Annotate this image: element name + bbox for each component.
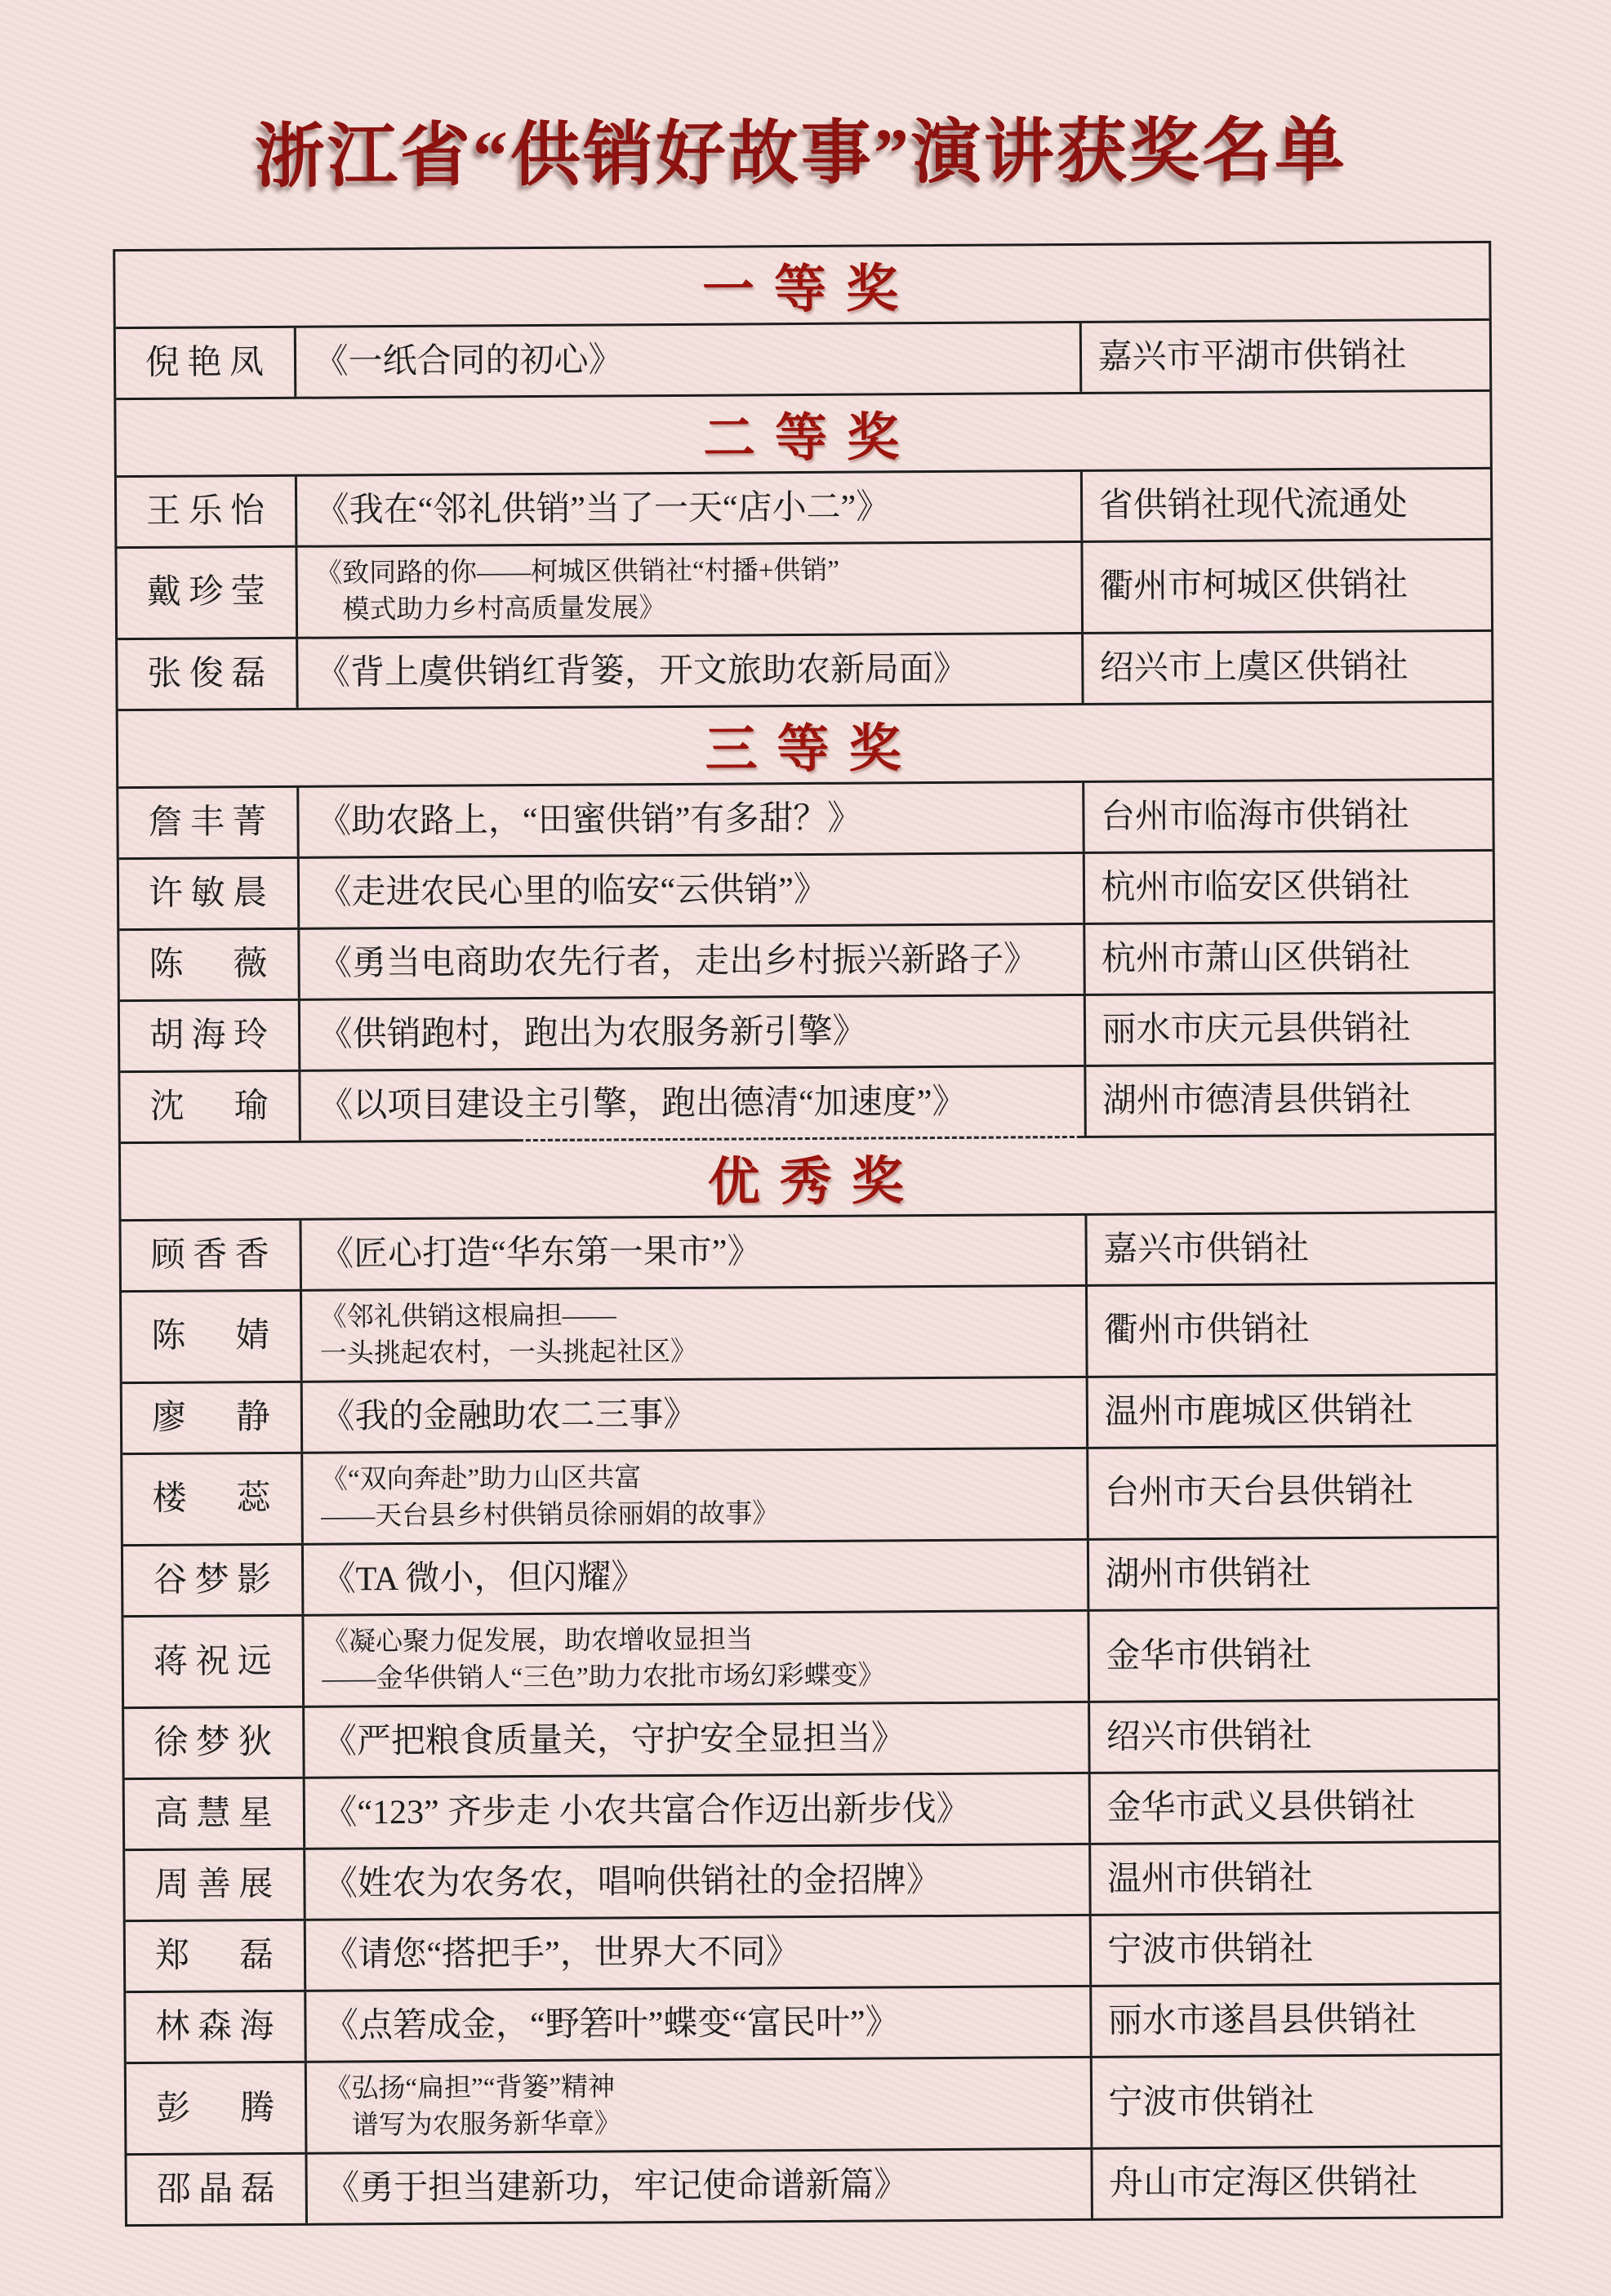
title-line: 《邻礼供销这根扁担—— — [319, 1301, 616, 1333]
title-cell: 《我在“邻礼供销”当了一天“店小二”》 — [294, 472, 1079, 545]
table-row — [125, 1911, 1499, 1991]
title-cell: 《供销跑村，跑出为农服务新引擎》 — [297, 996, 1083, 1070]
table-row — [118, 849, 1493, 928]
table-row — [124, 1769, 1498, 1849]
table-row — [120, 1062, 1494, 1141]
awards-table — [113, 241, 1503, 2227]
winner-name: 王乐怡 — [146, 492, 265, 531]
name-cell — [121, 1221, 300, 1290]
title-cell: 《我的金融助农二三事》 — [300, 1378, 1085, 1452]
table-row — [115, 318, 1489, 398]
title-cell: 《以项目建设主引擎，跑出德清“加速度”》 — [298, 1067, 1084, 1141]
org-cell: 温州市供销社 — [1088, 1843, 1499, 1914]
title-cell: 《背上虞供销红背篓，开文旅助农新局面》 — [296, 634, 1081, 708]
section-first-prize — [115, 243, 1489, 398]
title-cell: 《严把粮食质量关，守护安全显担当》 — [302, 1703, 1088, 1777]
title-cell: 《匠心打造“华东第一果市”》 — [299, 1216, 1084, 1289]
winner-name: 许敏晨 — [148, 874, 268, 913]
section-third-prize — [118, 701, 1493, 1141]
title-cell: 《助农路上，“田蜜供销”有多甜？》 — [296, 783, 1082, 857]
org-cell: 绍兴市供销社 — [1088, 1701, 1498, 1772]
org-cell: 舟山市定海区供销社 — [1090, 2147, 1501, 2218]
title-line: ——天台县乡村供销员徐丽娟的故事》 — [321, 1498, 780, 1532]
name-cell — [126, 1992, 305, 2062]
title-line: 《致同路的你——柯城区供销社“村播+供销” — [315, 555, 840, 589]
winner-name: 林森海 — [155, 2008, 274, 2046]
title-cell — [299, 1287, 1085, 1381]
table-row — [126, 1982, 1500, 2062]
title-cell: 《点箬成金，“野箬叶”蝶变“富民叶”》 — [304, 1987, 1089, 2061]
winner-name: 戴珍莹 — [146, 573, 265, 612]
table-row — [122, 1536, 1497, 1615]
name-cell — [122, 1454, 301, 1544]
title-cell — [295, 543, 1081, 637]
name-cell — [115, 328, 294, 398]
org-cell: 绍兴市上虞区供销社 — [1081, 632, 1492, 703]
name-cell — [118, 788, 297, 857]
org-cell: 台州市临海市供销社 — [1082, 781, 1493, 852]
winner-name: 倪艳凤 — [145, 343, 265, 382]
title-cell: 《勇于担当建新功，牢记使命谱新篇》 — [305, 2150, 1090, 2223]
winner-name: 詹丰菁 — [148, 803, 267, 842]
title-cell: 《“123” 齐步走 小农共富合作迈出新步伐》 — [302, 1774, 1088, 1848]
title-line: 《弘扬“扁担”“背篓”精神 — [324, 2072, 616, 2105]
winner-name: 顾香香 — [150, 1235, 269, 1275]
name-cell — [127, 2155, 305, 2224]
winner-name: 张俊磊 — [147, 654, 266, 693]
name-cell — [117, 548, 296, 638]
title-cell: 《请您“搭把手”，世界大不同》 — [303, 1916, 1088, 1990]
name-cell — [116, 477, 295, 546]
table-row — [116, 467, 1490, 546]
title-line: ——金华供销人“三色”助力农批市场幻彩蝶变》 — [322, 1661, 885, 1694]
table-row — [119, 920, 1493, 999]
name-cell — [125, 1921, 304, 1991]
winner-name: 楼蕊 — [152, 1479, 271, 1519]
org-cell: 台州市天台县供销社 — [1086, 1447, 1497, 1538]
org-cell: 嘉兴市平湖市供销社 — [1079, 321, 1489, 392]
winner-name: 沈瑜 — [149, 1087, 269, 1126]
table-row — [125, 1840, 1499, 1920]
table-row — [121, 1211, 1495, 1290]
section-excellence-prize — [120, 1133, 1500, 2225]
winner-name: 彭腾 — [156, 2089, 275, 2128]
winner-name: 陈婧 — [151, 1317, 270, 1356]
section-header-second-prize: 二 等 奖 — [702, 408, 903, 468]
table-row — [122, 1373, 1496, 1453]
winner-name: 郑磊 — [154, 1937, 274, 1975]
winner-name: 邵晶磊 — [156, 2170, 275, 2209]
table-row — [127, 2145, 1501, 2224]
table-row — [121, 1282, 1495, 1382]
title-cell: 《一纸合同的初心》 — [293, 323, 1079, 397]
name-cell — [126, 2063, 305, 2153]
name-cell — [124, 1779, 303, 1849]
title-line: 一头挑起农村，一头挑起社区》 — [319, 1337, 698, 1369]
org-cell: 宁波市供销社 — [1088, 1914, 1499, 1985]
table-row — [119, 991, 1493, 1070]
winner-name: 胡海玲 — [149, 1016, 269, 1055]
title-cell: 《姓农为农务农，唱响供销社的金招牌》 — [303, 1845, 1088, 1919]
winner-name: 谷梦影 — [153, 1560, 272, 1600]
org-cell: 丽水市遂昌县供销社 — [1089, 1985, 1500, 2056]
name-cell — [122, 1383, 300, 1453]
name-cell — [118, 639, 296, 709]
winner-name: 廖静 — [151, 1398, 271, 1437]
org-cell: 杭州市临安区供销社 — [1082, 852, 1493, 923]
org-cell: 省供销社现代流通处 — [1079, 469, 1490, 541]
title-cell: 《TA 微小，但闪耀》 — [300, 1541, 1086, 1614]
winner-name: 陈薇 — [149, 945, 268, 984]
org-cell: 杭州市萧山区供销社 — [1083, 923, 1493, 994]
table-row — [123, 1607, 1498, 1706]
table-row — [122, 1444, 1497, 1544]
org-cell: 丽水市庆元县供销社 — [1083, 994, 1493, 1065]
name-cell — [118, 859, 297, 928]
title-cell — [304, 2058, 1090, 2152]
section-header-excellence-prize: 优 秀 奖 — [707, 1152, 907, 1212]
org-cell: 湖州市德清县供销社 — [1084, 1065, 1494, 1136]
title-cell — [301, 1612, 1088, 1706]
table-row — [118, 778, 1493, 857]
org-cell: 湖州市供销社 — [1086, 1538, 1497, 1609]
org-cell: 金华市武义县供销社 — [1088, 1772, 1498, 1843]
org-cell: 宁波市供销社 — [1089, 2056, 1500, 2147]
org-cell: 温州市鹿城区供销社 — [1085, 1376, 1496, 1447]
winner-name: 徐梦狄 — [154, 1724, 273, 1762]
section-second-prize — [116, 389, 1491, 709]
table-row — [124, 1698, 1498, 1778]
title-line: 模式助力乡村高质量发展》 — [315, 593, 666, 625]
org-cell: 衢州市供销社 — [1084, 1284, 1495, 1376]
name-cell — [119, 1001, 298, 1070]
name-cell — [119, 930, 298, 999]
table-row — [117, 538, 1491, 638]
org-cell: 嘉兴市供销社 — [1084, 1213, 1495, 1284]
name-cell — [122, 1546, 301, 1615]
name-cell — [125, 1850, 304, 1920]
org-cell: 金华市供销社 — [1087, 1609, 1498, 1701]
title-cell: 《勇当电商助农先行者，走出乡村振兴新路子》 — [297, 925, 1083, 999]
title-line: 《凝心聚力促发展，助农增收显担当 — [322, 1625, 754, 1657]
page-title: 浙江省“供销好故事”演讲获奖名单 — [254, 110, 1348, 197]
winner-name: 蒋祝远 — [153, 1642, 272, 1681]
org-cell: 衢州市柯城区供销社 — [1080, 541, 1491, 632]
name-cell — [123, 1617, 302, 1706]
name-cell — [124, 1708, 303, 1778]
winner-name: 周善展 — [154, 1866, 274, 1904]
table-row — [118, 630, 1492, 709]
winner-name: 高慧星 — [154, 1795, 273, 1833]
title-cell: 《走进农民心里的临安“云供销”》 — [296, 854, 1082, 928]
name-cell — [120, 1072, 299, 1141]
section-header-first-prize: 一 等 奖 — [701, 260, 902, 319]
title-line: 谱写为农服务新华章》 — [324, 2109, 621, 2141]
title-cell — [300, 1449, 1087, 1543]
name-cell — [122, 1292, 300, 1382]
section-header-third-prize: 三 等 奖 — [705, 719, 905, 779]
title-line: 《“双向奔赴”助力山区共富 — [320, 1463, 642, 1495]
table-row — [126, 2053, 1500, 2153]
